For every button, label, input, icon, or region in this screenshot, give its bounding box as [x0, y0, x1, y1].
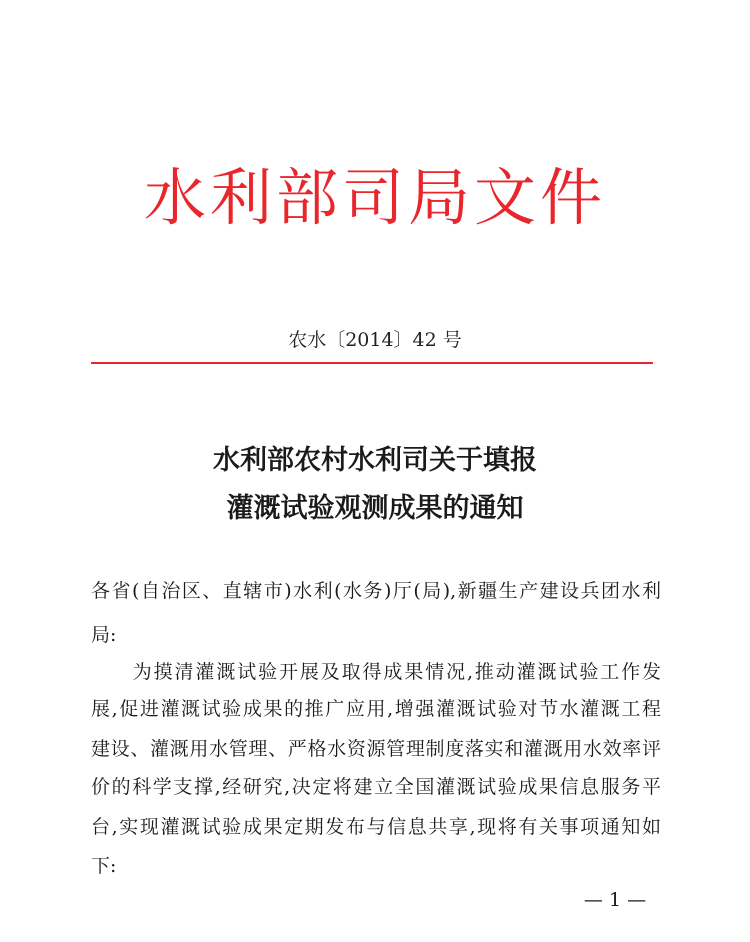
red-divider-line: [91, 362, 653, 364]
page-number: — 1 —: [583, 889, 647, 911]
body-line-1: 为摸清灌溉试验开展及取得成果情况,推动灌溉试验工作发: [91, 661, 661, 683]
body-line-2: 展,促进灌溉试验成果的推广应用,增强灌溉试验对节水灌溉工程: [91, 698, 661, 720]
document-header-title: 水利部司局文件: [143, 161, 606, 234]
body-line-6: 下:: [91, 855, 117, 877]
notice-title-line-2: 灌溉试验观测成果的通知: [226, 493, 524, 524]
addressee-line-2: 局:: [91, 624, 117, 646]
notice-title-line-1: 水利部农村水利司关于填报: [213, 445, 537, 476]
body-line-3: 建设、灌溉用水管理、严格水资源管理制度落实和灌溉用水效率评: [91, 738, 661, 760]
body-line-5: 台,实现灌溉试验成果定期发布与信息共享,现将有关事项通知如: [91, 816, 661, 838]
document-number: 农水〔2014〕42 号: [288, 329, 462, 351]
addressee-line-1: 各省(自治区、直辖市)水利(水务)厅(局),新疆生产建设兵团水利: [91, 580, 661, 602]
body-line-4: 价的科学支撑,经研究,决定将建立全国灌溉试验成果信息服务平: [91, 776, 661, 798]
